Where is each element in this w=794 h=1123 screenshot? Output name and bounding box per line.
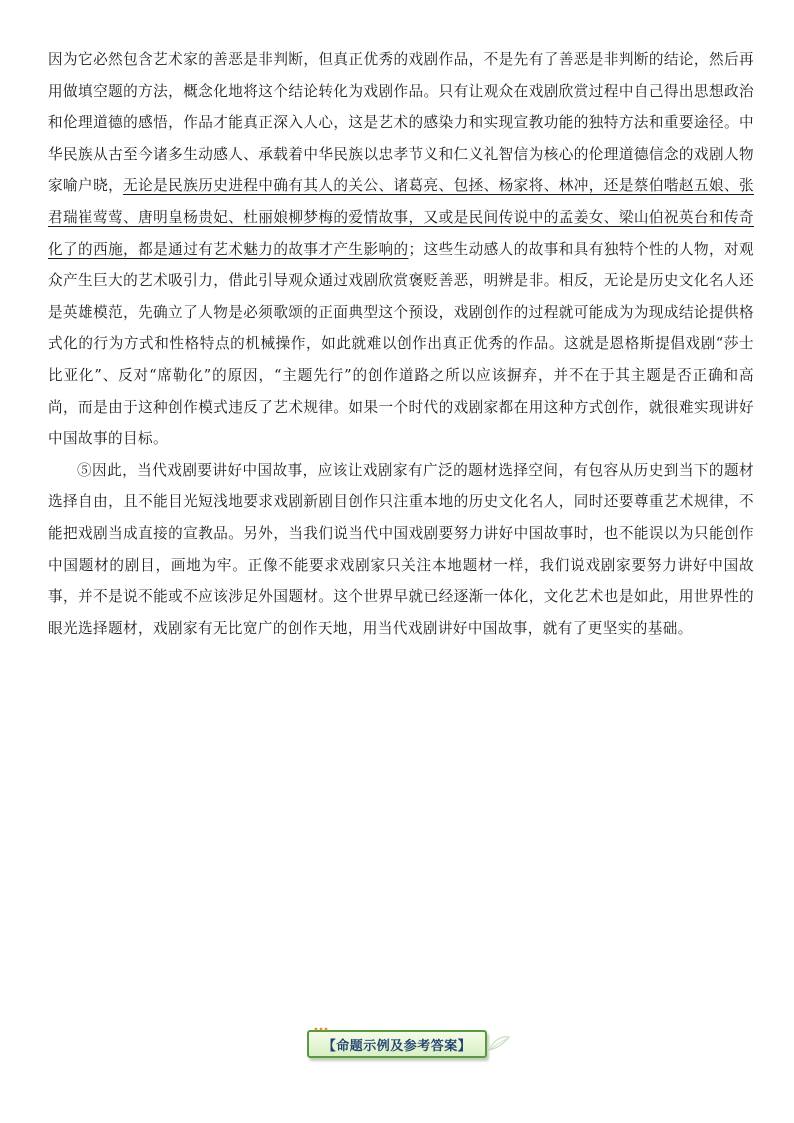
paragraph-1-text-b: ；这些生动感人的故事和具有独特个性的人物，对观众产生巨大的艺术吸引力，借此引导观众通过戏剧欣赏褒贬善恶，明辨是非。相反，无论是历史文化名人还是英雄模范，先确立了人物是必须歌颂的正面典型这个预设，戏剧创作的过程就可能成为为现成结论提供格式化的行为方式和性格特点的机械操作，如此就难以创作出真正优秀的作品。这就是恩格斯提倡戏剧“莎士比亚化”、反对“席勒化”的原因，“主题先行”的创作道路之所以应该摒弃，并不在于其主题是否正确和高尚，而是由于这种创作模式违反了艺术规律。如果一个时代的戏剧家都在用这种方式创作，就很难实现讲好中国故事的目标。 (48, 240, 755, 448)
paragraph-5 (48, 455, 754, 645)
answer-section-banner (307, 1030, 487, 1058)
paragraph-1-text-a: 因为它必然包含艺术家的善恶是非判断，但真正优秀的戏剧作品，不是先有了善恶是非判断的结论，然后再用做填空题的方法，概念化地将这个结论转化为戏剧作品。只有让观众在戏剧欣赏过程中自己得出思想政治和伦理道德的感悟，作品才能真正深入人心，这是艺术的感染力和实现宣教功能的独特方法和重要途径。中华民族从古至今诸多生动感人、承载着中华民族以忠孝节义和仁义礼智信为核心的伦理道德信念的戏剧人物家喻户晓， (48, 51, 754, 195)
decorative-dots-icon (313, 1026, 329, 1032)
paragraph-5-text: ⑤因此，当代戏剧要讲好中国故事，应该让戏剧家有广泛的题材选择空间，有包容从历史到当下的题材选择自由，且不能目光短浅地要求戏剧新剧目创作只注重本地的历史文化名人，同时还要尊重艺术规律，不能把戏剧当成直接的宣教品。另外，当我们说当代中国戏剧要努力讲好中国故事时，也不能误以为只能创作中国题材的剧目，画地为牢。正像不能要求戏剧家只关注本地题材一样，我们说戏剧家要努力讲好中国故事，并不是说不能或不应该涉足外国题材。这个世界早就已经逐渐一体化，文化艺术也是如此，用世界性的眼光选择题材，戏剧家有无比宽广的创作天地，用当代戏剧讲好中国故事，就有了更坚实的基础。 (48, 461, 754, 637)
leaf-flourish-icon (487, 1034, 511, 1054)
underlined-passage: 无论是民族历史进程中确有其人的关公、诸葛亮、包拯、杨家将、林冲，还是蔡伯喈赵五娘、张君瑞崔莺莺、唐明皇杨贵妃、杜丽娘柳梦梅的爱情故事，又或是民间传说中的孟姜女、梁山伯祝英台和传奇化了的西施，都是通过有艺术魅力的故事才产生影响的 (48, 177, 754, 258)
paragraph-1 (48, 44, 754, 455)
document-body (48, 44, 754, 644)
answer-section-label: 【命题示例及参考答案】 (322, 1038, 472, 1054)
